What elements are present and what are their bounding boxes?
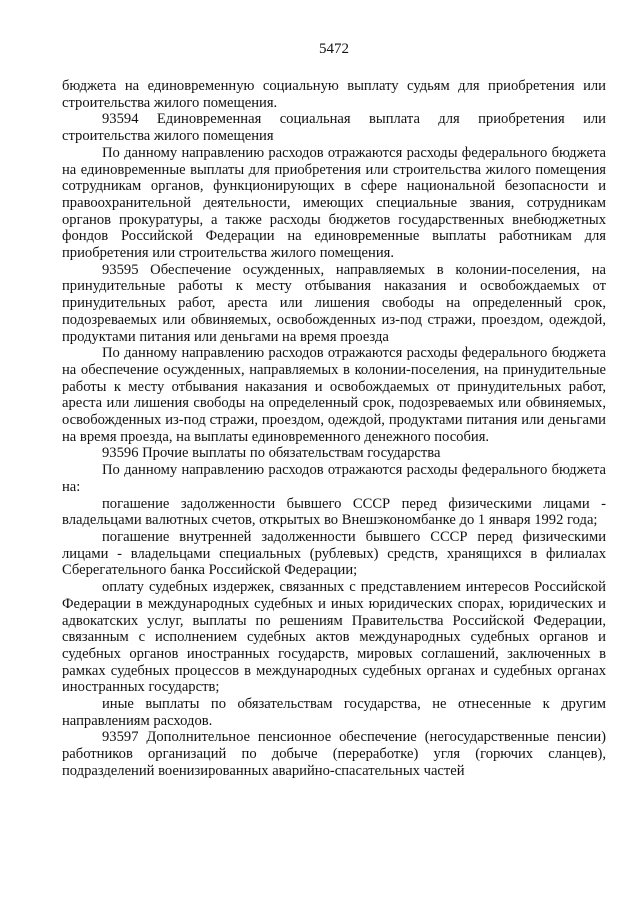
section-93594-body: По данному направлению расходов отражаются расходы федерального бюджета на единовременные выплаты для приобретения или строительства жилого помещения сотрудникам органов, функционирующих в сфере национальной безопасности и правоохранительной деятельности, имеющих специальные звания, сотрудникам органов прокуратуры, а также расходы бюджетов государственных внебюджетных фондов Российской Федерации на единовременные выплаты работникам для приобретения или строительства жилого помещения. xyxy=(62,144,606,262)
section-93596-heading: 93596 Прочие выплаты по обязательствам государства xyxy=(102,445,441,462)
section-93594-heading: 93594 Единовременная социальная выплата для приобретения или строительства жилого помещения xyxy=(62,111,606,145)
section-93596-item-1: погашение задолженности бывшего СССР перед физическими лицами - владельцами валютных счетов, открытых во Внешэкономбанке до 1 января 1992 года; xyxy=(62,495,606,529)
section-93596-item-4: иные выплаты по обязательствам государства, не отнесенные к другим направлениям расходов. xyxy=(62,696,606,729)
page-number: 5472 xyxy=(319,41,349,57)
section-93596-intro: По данному направлению расходов отражаются расходы федерального бюджета на: xyxy=(62,462,606,495)
paragraph-1: бюджета на единовременную социальную выплату судьям для приобретения или строительства жилого помещения. xyxy=(62,78,606,111)
section-93597-heading: 93597 Дополнительное пенсионное обеспечение (негосударственные пенсии) работников организаций по добыче (переработке) угля (горючих сланцев), подразделений военизированных аварийно-спасательных частей xyxy=(62,729,606,779)
section-93596-item-3: оплату судебных издержек, связанных с представлением интересов Российской Федерации в международных судебных и иных юридических спорах, юридических и адвокатских услуг, выплаты по решениям Правительства Российской Федерации, связанным с исполнением судебных актов международных судебных органов и судебных органов иностранных государств, мировых соглашений, заключенных в рамках судебных процессов в международных судебных органах и судебных органах иностранных государств; xyxy=(62,579,606,696)
section-93595-body: По данному направлению расходов отражаются расходы федерального бюджета на обеспечение осужденных, направляемых в колонии-поселения, на принудительные работы к месту отбывания наказания и освобождаемых от принудительных работ, ареста или лишения свободы на определенный срок, подозреваемых или обвиняемых, освобожденных из-под стражи, проездом, одеждой, продуктами питания или деньгами на время проезда, на выплаты единовременного денежного пособия. xyxy=(62,345,606,445)
section-93595-heading: 93595 Обеспечение осужденных, направляемых в колонии-поселения, на принудительные работы к месту отбывания наказания и освобождаемых от принудительных работ, ареста или лишения свободы на определенный срок, подозреваемых или обвиняемых, освобожденных из-под стражи, проездом, одеждой, продуктами питания или деньгами на время проезда xyxy=(62,261,606,345)
section-93596-item-2: погашение внутренней задолженности бывшего СССР перед физическими лицами - владельцами специальных (рублевых) средств, хранящихся в филиалах Сберегательного банка Российской Федерации; xyxy=(62,528,606,579)
